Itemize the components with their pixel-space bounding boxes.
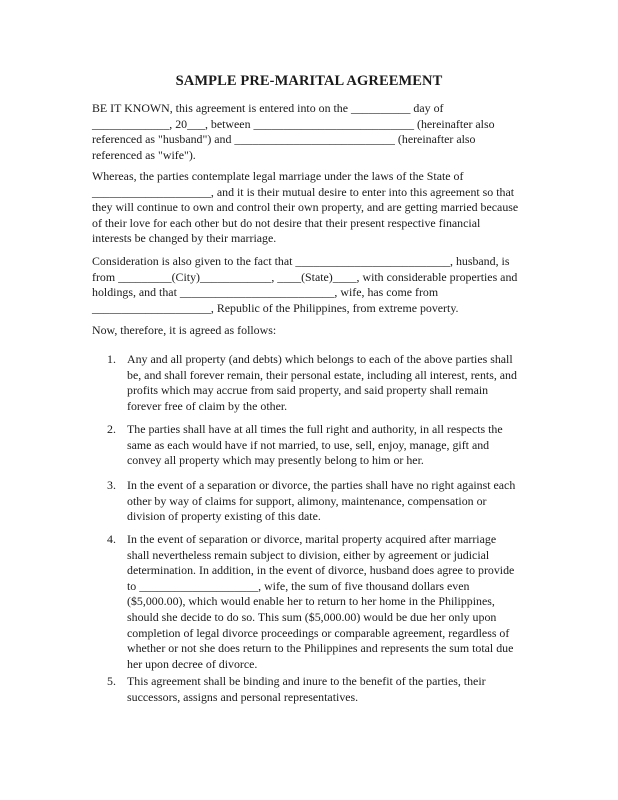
- item-line: shall nevertheless remain subject to division, either by agreement or judicial: [127, 547, 490, 562]
- consideration-line: ____________________, Republic of the Philippines, from extreme poverty.: [92, 300, 459, 315]
- item-line: should she decide to do so. This sum ($5,000.00) would be due her only upon: [127, 609, 497, 624]
- item-line: to ____________________, wife, the sum of five thousand dollars even: [127, 578, 470, 593]
- item-line: her upon decree of divorce.: [127, 656, 258, 671]
- item-line: division of property existing of this date.: [127, 509, 321, 524]
- item-line: forever free of claim by the other.: [127, 398, 288, 413]
- intro-line: referenced as "wife").: [92, 147, 196, 162]
- intro-paragraph: [92, 101, 530, 163]
- whereas-line: interests be changed by their marriage.: [92, 231, 277, 246]
- item-line: profits which may accrue from said property, and said property shall remain: [127, 383, 489, 398]
- consideration-line: from _________(City)____________, ____(State)____, with considerable properties and: [92, 269, 518, 284]
- item-number: 5.: [107, 674, 116, 688]
- item-line: This agreement shall be binding and inure to the benefit of the parties, their: [127, 674, 486, 688]
- item-body: [127, 532, 527, 672]
- whereas-paragraph: [92, 169, 530, 247]
- whereas-line: Whereas, the parties contemplate legal marriage under the laws of the State of: [92, 169, 464, 183]
- item-line: same as each would have if not married, to use, sell, enjoy, manage, gift and: [127, 437, 490, 452]
- item-line: determination. In addition, in the event of divorce, husband does agree to provide: [127, 563, 515, 578]
- consideration-paragraph: [92, 254, 530, 316]
- intro-line: BE IT KNOWN, this agreement is entered into on the __________ day of: [92, 101, 444, 115]
- item-body: [127, 352, 527, 414]
- item-line: convey all property which may presently belong to him or her.: [127, 453, 424, 468]
- consideration-line: holdings, and that __________________________, wife, has come from: [92, 285, 439, 300]
- item-line: Any and all property (and debts) which belongs to each of the above parties shall: [127, 352, 513, 366]
- item-body: [127, 422, 527, 469]
- item-line: ($5,000.00), which would enable her to return to her home in the Philippines,: [127, 594, 495, 609]
- item-line: other by way of claims for support, alimony, maintenance, compensation or: [127, 493, 487, 508]
- item-line: completion of legal divorce proceedings or comparable agreement, regardless of: [127, 625, 510, 640]
- item-body: [127, 674, 527, 705]
- document-title: SAMPLE PRE-MARITAL AGREEMENT: [175, 73, 443, 89]
- whereas-line: ____________________, and it is their mutual desire to enter into this agreement so that: [92, 184, 515, 199]
- now-therefore-paragraph: [92, 323, 530, 339]
- item-number: 3.: [107, 478, 116, 492]
- intro-line: referenced as "husband") and ___________________________ (hereinafter also: [92, 132, 476, 147]
- item-line: be, and shall forever remain, their personal estate, including all interest, rents, and: [127, 367, 517, 382]
- now-therefore-line: Now, therefore, it is agreed as follows:: [92, 323, 277, 337]
- item-number: 4.: [107, 532, 116, 546]
- consideration-line: Consideration is also given to the fact that __________________________, husband, is: [92, 254, 510, 268]
- item-line: The parties shall have at all times the full right and authority, in all respects the: [127, 422, 503, 436]
- item-line: successors, assigns and personal representatives.: [127, 689, 359, 704]
- item-number: 2.: [107, 422, 116, 436]
- item-number: 1.: [107, 352, 116, 366]
- item-line: In the event of a separation or divorce, the parties shall have no right against each: [127, 478, 516, 492]
- item-line: In the event of separation or divorce, marital property acquired after marriage: [127, 532, 497, 546]
- whereas-line: of their love for each other but do not desire that their present respective financial: [92, 215, 481, 230]
- item-line: whether or not she does return to the Philippines and represents the sum total due: [127, 641, 514, 656]
- intro-line: _____________, 20___, between ___________________________ (hereinafter also: [92, 116, 495, 131]
- item-body: [127, 478, 527, 525]
- whereas-line: they will continue to own and control their own property, and are getting married because: [92, 200, 519, 215]
